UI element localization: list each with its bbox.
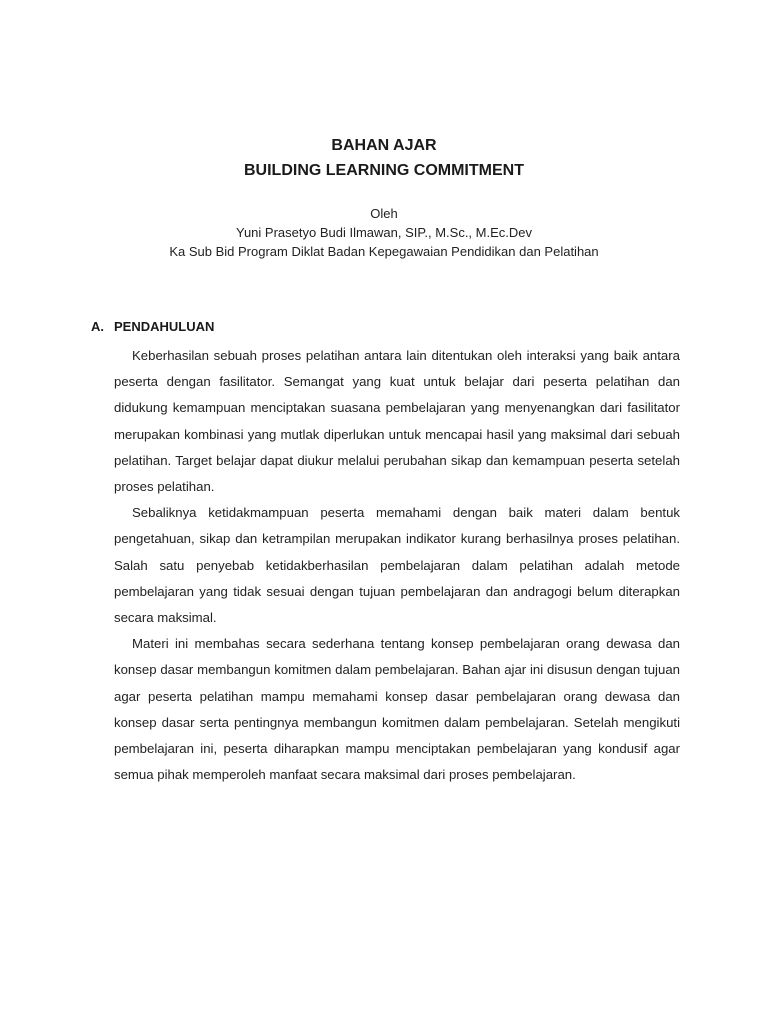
document-title: BAHAN AJAR [331,137,437,154]
paragraph: Sebaliknya ketidakmampuan peserta memahami dengan baik materi dalam bentuk pengetahuan, sikap dan ketrampilan merupakan indikator kurang berhasilnya proses pelatihan. Salah satu penyebab ketidakberhasilan pembelajaran dalam pelatihan adalah metode pembelajaran yang tidak sesuai dengan tujuan pembelajaran dan andragogi belum diterapkan secara maksimal. [114,505,680,626]
section-heading [91,318,214,336]
section-number: A. [91,319,104,334]
author-position: Ka Sub Bid Program Diklat Badan Kepegawaian Pendidikan dan Pelatihan [169,244,599,259]
document-subtitle: BUILDING LEARNING COMMITMENT [244,162,524,179]
paragraph: Keberhasilan sebuah proses pelatihan antara lain ditentukan oleh interaksi yang baik antara peserta dengan fasilitator. Semangat yang kuat untuk belajar dari peserta pelatihan dan didukung kemampuan menciptakan suasana pembelajaran yang menyenangkan dari fasilitator merupakan kombinasi yang mutlak diperlukan untuk mencapai hasil yang maksimal dari sebuah pelatihan. Target belajar dapat diukur melalui perubahan sikap dan kemampuan peserta setelah proses pelatihan. [114,348,680,495]
section-title: PENDAHULUAN [114,319,215,334]
byline-label: Oleh [370,206,398,221]
section-body [114,343,680,788]
paragraph: Materi ini membahas secara sederhana tentang konsep pembelajaran orang dewasa dan konsep dasar membangun komitmen dalam pembelajaran. Bahan ajar ini disusun dengan tujuan agar peserta pelatihan mampu memahami konsep dasar pembelajaran orang dewasa dan konsep dasar serta pentingnya membangun komitmen dalam pembelajaran. Setelah mengikuti pembelajaran ini, peserta diharapkan mampu menciptakan pembelajaran yang kondusif agar semua pihak memperoleh manfaat secara maksimal dari proses pembelajaran. [114,636,680,783]
title-block [0,133,768,183]
byline-block [0,204,768,261]
author-name: Yuni Prasetyo Budi Ilmawan, SIP., M.Sc., M.Ec.Dev [236,225,532,240]
